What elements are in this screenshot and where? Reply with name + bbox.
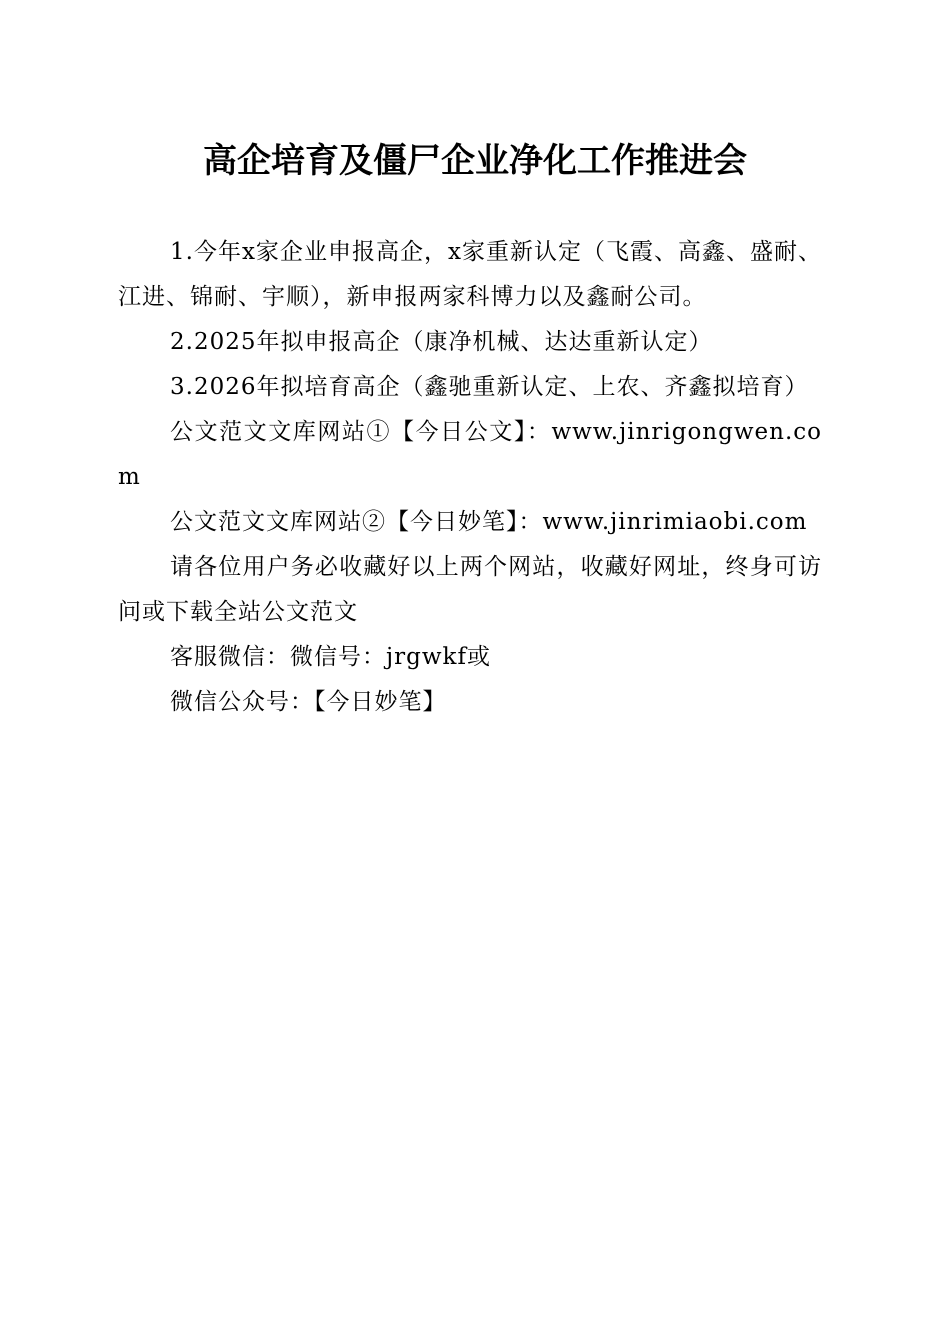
paragraph-item-1: 1.今年x家企业申报高企，x家重新认定（飞霞、高鑫、盛耐、江进、锦耐、宇顺），新申报两家科博力以及鑫耐公司。 <box>118 239 822 310</box>
website-link-jinrimiaobi: 公文范文文库网站②【今日妙笔】：www.jinrimiaobi.com <box>170 509 808 535</box>
document-body <box>118 230 822 725</box>
wechat-official-account: 微信公众号：【今日妙笔】 <box>170 689 447 715</box>
document-title: 高企培育及僵尸企业净化工作推进会 <box>203 141 747 181</box>
paragraph-item-2: 2.2025年拟申报高企（康净机械、达达重新认定） <box>170 329 713 355</box>
bookmark-notice: 请各位用户务必收藏好以上两个网站，收藏好网址，终身可访问或下载全站公文范文 <box>118 554 822 625</box>
customer-service-wechat: 客服微信：微信号：jrgwkf或 <box>170 644 491 670</box>
website-link-jinrigongwen: 公文范文文库网站①【今日公文】：www.jinrigongwen.com <box>118 419 822 490</box>
paragraph-item-3: 3.2026年拟培育高企（鑫驰重新认定、上农、齐鑫拟培育） <box>170 374 809 400</box>
